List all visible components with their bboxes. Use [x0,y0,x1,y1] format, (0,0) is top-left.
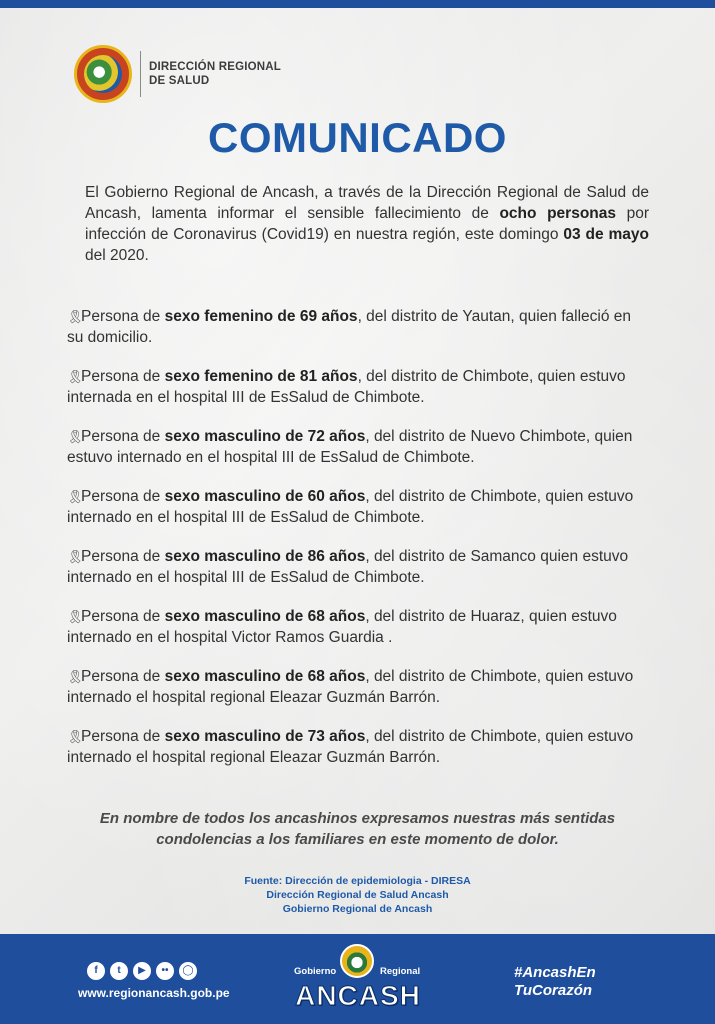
case-bold: sexo masculino de 68 años [164,608,366,625]
case-rest: , del distrito de Chimbote, quien estuvo internada en el hospital III de EsSalud de Chimbote. [67,368,626,406]
case-item [67,546,651,588]
org-name [149,60,281,88]
case-prefix: Persona de [81,368,165,385]
intro-bold-count: ocho personas [499,205,617,222]
case-prefix: Persona de [81,428,165,445]
case-rest: , del distrito de Chimbote, quien estuvo internado en el hospital III de EsSalud de Chimbote. [67,488,634,526]
case-prefix: Persona de [81,728,165,745]
youtube-icon[interactable]: ▶ [133,962,151,980]
mourning-ribbon-icon: 🎗︎ [67,489,84,504]
source-line: Gobierno Regional de Ancash [282,903,433,915]
case-item [67,366,651,408]
case-bold: sexo masculino de 60 años [164,488,366,505]
org-name-line1: DIRECCIÓN REGIONAL [149,61,282,73]
mourning-ribbon-icon: 🎗︎ [67,729,84,744]
logo-small-left: Gobierno [294,966,337,977]
diresa-seal-icon [74,45,132,103]
source-credits [0,874,715,916]
case-bold: sexo masculino de 72 años [164,428,366,445]
logo-small-right: Regional [380,966,421,977]
case-rest: , del distrito de Yautan, quien falleció en su domicilio. [67,308,632,346]
intro-text: por infección de Coronavirus (Covid19) en nuestra región, este domingo [85,205,650,243]
case-prefix: Persona de [81,308,165,325]
header [74,44,281,104]
case-item [67,726,651,768]
social-icons [87,962,197,980]
intro-text: El Gobierno Regional de Ancash, a través de la Dirección Regional de Salud de Ancash, lamenta informar el sensible fallecimiento de [85,184,649,222]
gobierno-regional-logo [288,942,428,1016]
mourning-ribbon-icon: 🎗︎ [67,609,84,624]
ancash-emblem-icon [340,944,374,978]
case-bold: sexo masculino de 73 años [164,728,366,745]
top-accent-bar [0,0,715,8]
intro-bold-date: 03 de mayo [563,226,649,243]
mourning-ribbon-icon: 🎗︎ [67,429,84,444]
case-prefix: Persona de [81,608,165,625]
case-item [67,306,651,348]
case-item [67,426,651,468]
case-bold: sexo femenino de 69 años [164,308,358,325]
flickr-icon[interactable]: •• [156,962,174,980]
mourning-ribbon-icon: 🎗︎ [67,669,84,684]
source-line: Fuente: Dirección de epidemiologia - DIRESA [244,875,471,887]
case-bold: sexo femenino de 81 años [164,368,358,385]
org-name-line2: DE SALUD [149,75,210,87]
source-line: Dirección Regional de Salud Ancash [266,889,449,901]
case-bold: sexo masculino de 86 años [164,548,366,565]
case-rest: , del distrito de Chimbote, quien estuvo internado el hospital regional Eleazar Guzmán Barrón. [67,668,634,706]
case-prefix: Persona de [81,668,165,685]
case-prefix: Persona de [81,488,165,505]
intro-paragraph [85,182,649,266]
mourning-ribbon-icon: 🎗︎ [67,549,84,564]
header-divider [140,51,141,97]
case-item [67,606,651,648]
website-link[interactable]: www.regionancash.gob.pe [78,986,230,1000]
hashtag [514,964,596,1000]
mourning-ribbon-icon: 🎗︎ [67,309,84,324]
intro-text: del 2020. [85,247,149,264]
case-rest: , del distrito de Chimbote, quien estuvo internado el hospital regional Eleazar Guzmán Barrón. [67,728,634,766]
logo-big-text: ANCASH [295,980,421,1011]
twitter-icon[interactable]: t [110,962,128,980]
instagram-icon[interactable]: ◯ [179,962,197,980]
case-bold: sexo masculino de 68 años [164,668,366,685]
mourning-ribbon-icon: 🎗︎ [67,369,84,384]
case-rest: , del distrito de Nuevo Chimbote, quien estuvo internado en el hospital III de EsSalud de Chimbote. [67,428,633,466]
facebook-icon[interactable]: f [87,962,105,980]
case-rest: , del distrito de Huaraz, quien estuvo internado en el hospital Victor Ramos Guardia . [67,608,617,646]
hashtag-line1: #AncashEn [514,964,596,981]
case-rest: , del distrito de Samanco quien estuvo internado en el hospital III de EsSalud de Chimbote. [67,548,629,586]
page-title: COMUNICADO [208,114,507,161]
case-prefix: Persona de [81,548,165,565]
case-item [67,666,651,708]
hashtag-line2: TuCorazón [514,982,593,999]
case-item [67,486,651,528]
closing-message: En nombre de todos los ancashinos expresamos nuestras más sentidas condolencias a los familiares en este momento de dolor. [99,810,616,848]
footer [0,934,715,1024]
